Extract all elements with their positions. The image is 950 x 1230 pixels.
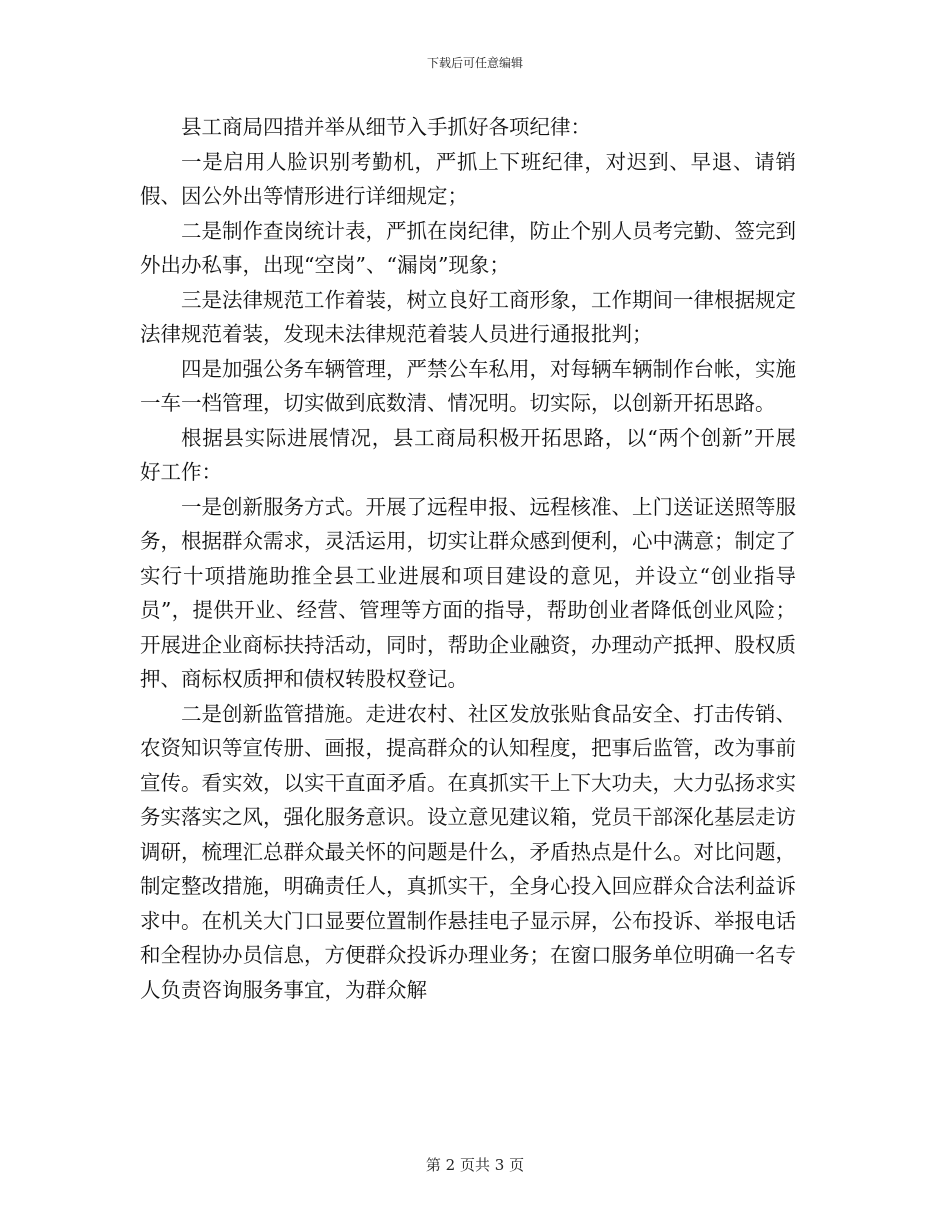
page-footer: 第 2 页共 3 页 bbox=[425, 1156, 525, 1174]
document-body bbox=[140, 110, 796, 1007]
paragraph-innovation-1: 一是创新服务方式。开展了远程申报、远程核准、上门送证送照等服务，根据群众需求，灵活运用，切实让群众感到便利，心中满意；制定了实行十项措施助推全县工业进展和项目建设的意见，并设立“创业指导员”，提供开业、经营、管理等方面的指导，帮助创业者降低创业风险；开展进企业商标扶持活动，同时，帮助企业融资，办理动产抵押、股权质押、商标权质押和债权转股权登记。 bbox=[140, 494, 796, 691]
paragraph-innovation-intro: 根据县实际进展情况，县工商局积极开拓思路，以“两个创新”开展好工作： bbox=[140, 425, 796, 484]
paragraph-measure-4: 四是加强公务车辆管理，严禁公车私用，对每辆车辆制作台帐，实施一车一档管理，切实做到底数清、情况明。切实际，以创新开拓思路。 bbox=[140, 356, 796, 415]
paragraph-measure-3: 三是法律规范工作着装，树立良好工商形象，工作期间一律根据规定法律规范着装，发现未法律规范着装人员进行通报批判； bbox=[140, 287, 796, 346]
paragraph-intro: 县工商局四措并举从细节入手抓好各项纪律： bbox=[181, 115, 591, 139]
paragraph-innovation-2: 二是创新监管措施。走进农村、社区发放张贴食品安全、打击传销、农资知识等宣传册、画报，提高群众的认知程度，把事后监管，改为事前宣传。看实效，以实干直面矛盾。在真抓实干上下大功夫，大力弘扬求实务实落实之风，强化服务意识。设立意见建议箱，党员干部深化基层走访调研，梳理汇总群众最关怀的问题是什么，矛盾热点是什么。对比问题，制定整改措施，明确责任人，真抓实干，全身心投入回应群众合法利益诉求中。在机关大门口显要位置制作悬挂电子显示屏，公布投诉、举报电话和全程协办员信息，方便群众投诉办理业务；在窗口服务单位明确一名专人负责咨询服务事宜，为群众解 bbox=[140, 701, 796, 1002]
paragraph-measure-2: 二是制作查岗统计表，严抓在岗纪律，防止个别人员考完勤、签完到外出办私事，出现“空岗”、“漏岗”现象； bbox=[140, 218, 796, 277]
page-header: 下载后可任意编辑 bbox=[426, 56, 523, 70]
paragraph-measure-1: 一是启用人脸识别考勤机，严抓上下班纪律，对迟到、早退、请销假、因公外出等情形进行详细规定； bbox=[140, 149, 796, 208]
